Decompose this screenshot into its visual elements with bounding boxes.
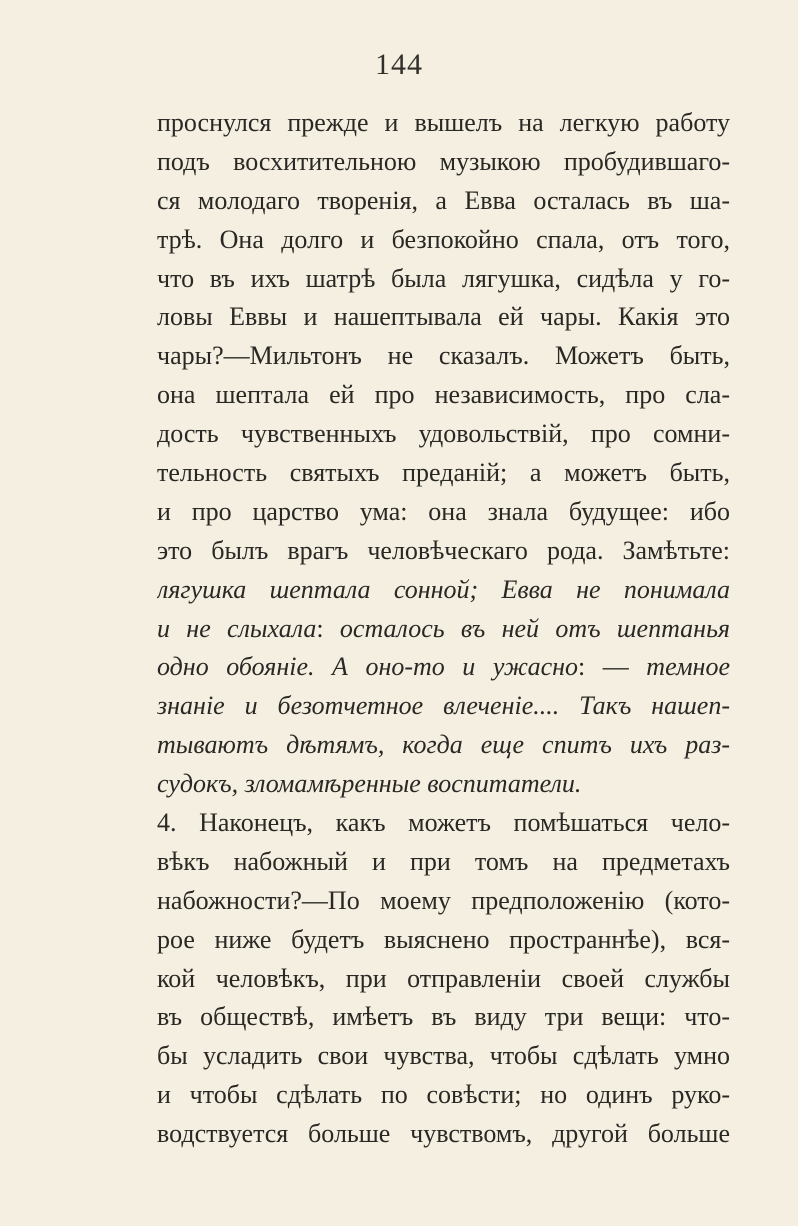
text-line [157, 532, 730, 571]
text-segment: и чтобы сдѣлать по совѣсти; но одинъ руко- [157, 1080, 730, 1110]
text-line [157, 376, 730, 415]
text-line [157, 726, 730, 765]
italic-text-segment: осталось въ ней отъ шептанья [339, 613, 730, 643]
text-segment: бы усладить свои чувства, чтобы сдѣлать умно [157, 1041, 730, 1071]
text-line [157, 921, 730, 960]
text-line [157, 882, 730, 921]
text-segment: чары?—Мильтонъ не сказалъ. Можетъ быть, [157, 341, 730, 371]
page-number: 144 [375, 48, 423, 81]
text-line [157, 804, 730, 843]
text-line [157, 998, 730, 1037]
italic-text-segment: темное [646, 652, 730, 682]
text-line [157, 415, 730, 454]
text-line [157, 843, 730, 882]
italic-text-segment: судокъ, зломамѣренные воспитатели. [157, 769, 582, 799]
text-segment: рое ниже будетъ выяснено пространнѣе), вся- [157, 924, 730, 954]
text-segment: 4. Наконецъ, какъ можетъ помѣшаться чело- [157, 808, 730, 838]
text-line [157, 260, 730, 299]
text-segment: подъ восхитительною музыкою пробудившаго- [157, 146, 730, 176]
text-line [157, 1115, 730, 1154]
text-segment: : [316, 613, 340, 643]
text-line [157, 1037, 730, 1076]
text-segment: кой человѣкъ, при отправленіи своей службы [157, 963, 730, 993]
text-line [157, 454, 730, 493]
text-line [157, 1076, 730, 1115]
text-line [157, 298, 730, 337]
text-line [157, 687, 730, 726]
text-segment: : — [578, 652, 647, 682]
text-segment: она шептала ей про независимость, про сла- [157, 380, 730, 410]
text-segment: и про царство ума: она знала будущее: ибо [157, 496, 730, 526]
italic-text-segment: знаніе и безотчетное влеченіе.... Такъ нашеп- [157, 691, 730, 721]
text-segment: водствуется больше чувствомъ, другой больше [157, 1119, 730, 1149]
text-line [157, 960, 730, 999]
text-line [157, 221, 730, 260]
text-segment: ловы Еввы и нашептывала ей чары. Какія это [157, 302, 730, 332]
text-segment: вѣкъ набожный и при томъ на предметахъ [157, 846, 730, 876]
text-segment: тельность святыхъ преданій; а можетъ быть, [157, 458, 730, 488]
text-segment: дость чувственныхъ удовольствій, про сомни- [157, 419, 730, 449]
text-line [157, 337, 730, 376]
text-line [157, 765, 730, 804]
italic-text-segment: тываютъ дѣтямъ, когда еще спитъ ихъ раз- [157, 730, 730, 760]
text-segment: въ обществѣ, имѣетъ въ виду три вещи: что- [157, 1002, 730, 1032]
body-text [157, 104, 730, 1154]
text-segment: что въ ихъ шатрѣ была лягушка, сидѣла у го- [157, 263, 730, 293]
text-line [157, 143, 730, 182]
text-segment: проснулся прежде и вышелъ на легкую работу [157, 108, 730, 137]
text-segment: ся молодаго творенія, а Евва осталась въ ша- [157, 185, 730, 215]
text-segment: набожности?—По моему предположенію (кото- [157, 885, 730, 915]
italic-text-segment: одно обояніе. А оно-то и ужасно [157, 652, 579, 682]
italic-text-segment: лягушка шептала сонной; Евва не понимала [157, 574, 730, 604]
text-segment: это былъ врагъ человѣческаго рода. Замѣтьте: [157, 535, 730, 565]
text-segment: трѣ. Она долго и безпокойно спала, отъ того, [157, 224, 730, 254]
italic-text-segment: и не слыхала [157, 613, 317, 643]
text-line [157, 493, 730, 532]
text-line [157, 648, 730, 687]
text-line [157, 571, 730, 610]
text-line [157, 104, 730, 143]
text-line [157, 610, 730, 649]
text-line [157, 182, 730, 221]
